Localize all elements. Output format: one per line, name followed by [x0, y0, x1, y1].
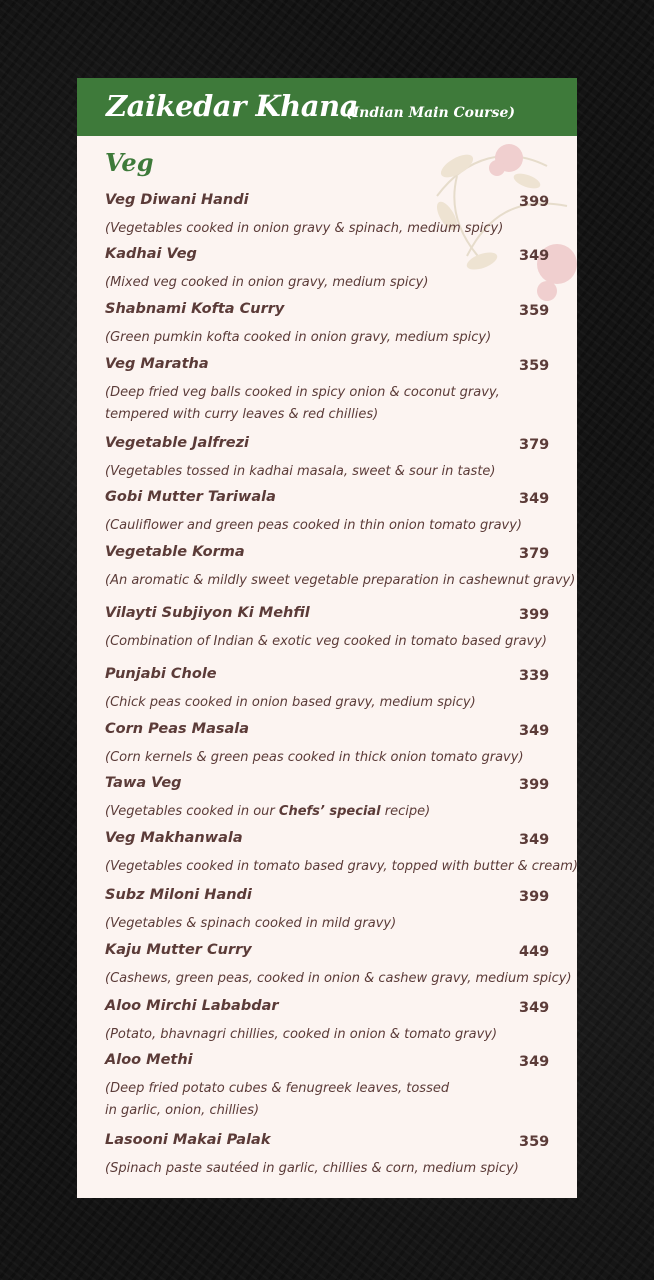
item-name: Kadhai Veg — [105, 246, 197, 262]
item-price: 349 — [519, 832, 550, 848]
item-description: (Deep fried veg balls cooked in spicy onion & coconut gravy, tempered with curry leaves & red chillies) — [105, 385, 500, 422]
item-name: Corn Peas Masala — [105, 721, 250, 737]
item-name: Aloo Mirchi Lababdar — [105, 998, 279, 1014]
item-price: 349 — [519, 1000, 550, 1016]
menu-header — [77, 78, 577, 136]
item-price: 359 — [519, 303, 550, 319]
item-price: 339 — [519, 668, 550, 684]
item-price: 349 — [519, 248, 550, 264]
item-name: Veg Diwani Handi — [105, 192, 249, 208]
item-description: (Corn kernels & green peas cooked in thick onion tomato gravy) — [105, 750, 524, 765]
item-description: (Deep fried potato cubes & fenugreek leaves, tossed in garlic, onion, chillies) — [105, 1081, 450, 1118]
item-price: 359 — [519, 358, 550, 374]
item-description: (Combination of Indian & exotic veg cooked in tomato based gravy) — [105, 634, 547, 649]
item-name: Aloo Methi — [105, 1052, 193, 1068]
item-description: (Chick peas cooked in onion based gravy, medium spicy) — [105, 695, 476, 710]
item-name: Vegetable Jalfrezi — [105, 435, 250, 451]
item-name: Vegetable Korma — [105, 544, 245, 560]
item-name: Shabnami Kofta Curry — [105, 301, 285, 317]
item-name: Kaju Mutter Curry — [105, 942, 252, 958]
item-price: 399 — [519, 194, 550, 210]
item-price: 379 — [519, 546, 550, 562]
item-price: 449 — [519, 944, 550, 960]
item-description: (Vegetables cooked in our Chefs’ special recipe) — [105, 804, 431, 819]
item-name: Subz Miloni Handi — [105, 887, 252, 903]
item-price: 349 — [519, 491, 550, 507]
item-price: 349 — [519, 723, 550, 739]
item-description: (Mixed veg cooked in onion gravy, medium spicy) — [105, 275, 429, 290]
menu-card — [77, 78, 577, 1198]
item-description: (Vegetables tossed in kadhai masala, sweet & sour in taste) — [105, 464, 496, 479]
item-name: Veg Makhanwala — [105, 830, 243, 846]
item-name: Punjabi Chole — [105, 666, 217, 682]
item-description: (Vegetables cooked in tomato based gravy, topped with butter & cream) — [105, 859, 578, 874]
item-description: (Spinach paste sautéed in garlic, chillies & corn, medium spicy) — [105, 1161, 519, 1176]
item-description: (Cauliflower and green peas cooked in thin onion tomato gravy) — [105, 518, 522, 533]
item-name: Vilayti Subjiyon Ki Mehfil — [105, 605, 310, 621]
item-name: Veg Maratha — [105, 356, 209, 372]
item-description: (Green pumkin kofta cooked in onion gravy, medium spicy) — [105, 330, 492, 345]
item-price: 359 — [519, 1134, 550, 1150]
item-price: 399 — [519, 607, 550, 623]
item-description: (Vegetables cooked in onion gravy & spinach, medium spicy) — [105, 221, 504, 236]
item-name: Gobi Mutter Tariwala — [105, 489, 276, 505]
item-name: Tawa Veg — [105, 775, 182, 791]
item-price: 379 — [519, 437, 550, 453]
item-description: (Cashews, green peas, cooked in onion & cashew gravy, medium spicy) — [105, 971, 572, 986]
item-price: 349 — [519, 1054, 550, 1070]
item-description: (Potato, bhavnagri chillies, cooked in onion & tomato gravy) — [105, 1027, 498, 1042]
item-description: (An aromatic & mildly sweet vegetable preparation in cashewnut gravy) — [105, 573, 576, 588]
item-name: Lasooni Makai Palak — [105, 1132, 271, 1148]
menu-subtitle: (Indian Main Course) — [346, 105, 515, 121]
item-price: 399 — [519, 889, 550, 905]
section-title-veg: Veg — [105, 148, 154, 177]
item-description: (Vegetables & spinach cooked in mild gravy) — [105, 916, 397, 931]
item-price: 399 — [519, 777, 550, 793]
menu-title: Zaikedar Khana — [106, 89, 358, 123]
